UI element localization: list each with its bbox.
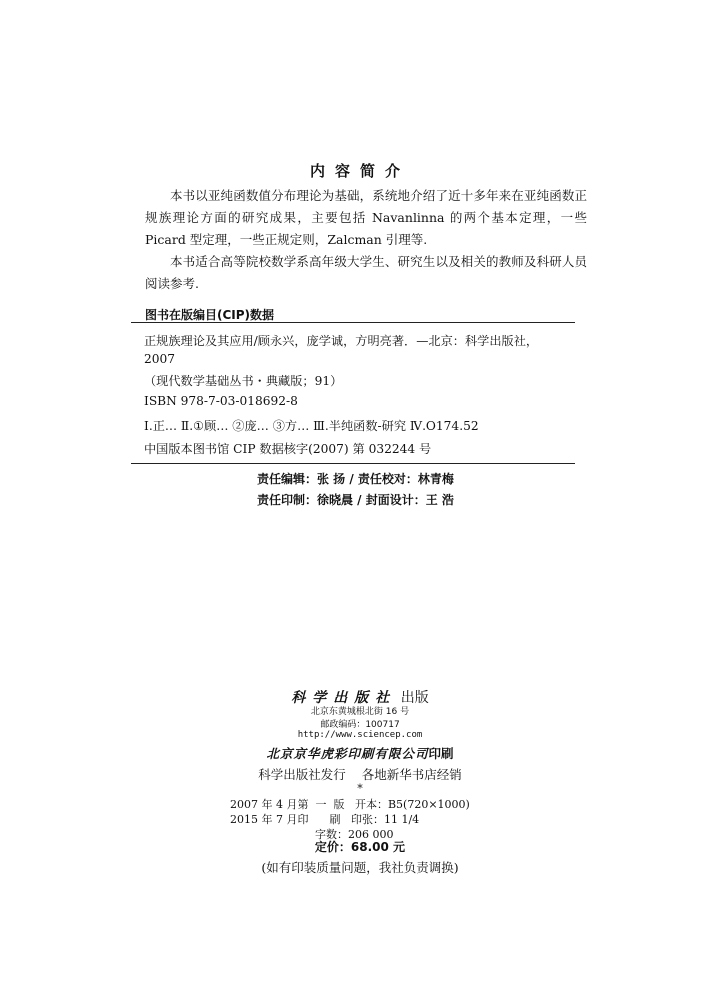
word-count: 字数：206 000: [315, 828, 394, 841]
price: 定价：68.00 元: [314, 840, 406, 854]
cip-heading: 图书在版编目(CIP)数据: [145, 308, 275, 322]
distribution-line: 科学出版社发行 各地新华书店经销: [258, 767, 462, 782]
publisher-address: 北京东黄城根北街 16 号: [310, 707, 410, 717]
edition-line: 2007 年 4 月第 一 版 开本：B5(720×1000): [230, 798, 470, 811]
print-line: 2015 年 7 月印 刷 印张：11 1/4: [230, 813, 420, 826]
quality-note: (如有印装质量问题，我社负责调换): [261, 860, 459, 875]
cip-isbn-line: ISBN 978-7-03-018692-8: [144, 394, 298, 408]
cip-year-line: 2007: [144, 352, 176, 366]
separator-star: *: [357, 782, 363, 795]
printer-line: [0, 744, 720, 762]
publisher-name: 科学出版社: [291, 690, 397, 706]
intro-title: 内容简介: [309, 162, 410, 180]
production-credits: 责任印制：徐晓晨 / 封面设计：王 浩: [257, 493, 454, 507]
cip-title-line: 正规族理论及其应用/顾永兴，庞学诚，方明亮著．—北京：科学出版社，: [144, 334, 539, 348]
intro-paragraph-1: 本书以亚纯函数值分布理论为基础，系统地介绍了近十多年来在亚纯函数正规族理论方面的研究成果，主要包括 Navanlinna 的两个基本定理，一些 Picard 型定理，一些正规定则，Zalcman 引理等.: [145, 188, 587, 247]
publisher-website: http://www.sciencep.com: [297, 730, 423, 740]
cip-record-number-line: 中国版本图书馆 CIP 数据核字(2007) 第 032244 号: [144, 442, 432, 456]
intro-paragraph-2: 本书适合高等院校数学系高年级大学生、研究生以及相关的教师及科研人员阅读参考.: [145, 254, 587, 291]
publisher-suffix: 出版: [400, 690, 429, 706]
editor-credits: 责任编辑：张 扬 / 责任校对：林青梅: [257, 472, 454, 486]
printer-name: 北京京华虎彩印刷有限公司: [266, 746, 429, 761]
cip-series-line: （现代数学基础丛书・典藏版；91）: [144, 374, 343, 388]
publisher-postcode: 邮政编码：100717: [320, 720, 400, 730]
printer-suffix: 印刷: [428, 746, 454, 761]
cip-classification-line: Ⅰ.正… Ⅱ.①顾… ②庞… ③方… Ⅲ.半纯函数-研究 Ⅳ.O174.52: [144, 419, 479, 433]
